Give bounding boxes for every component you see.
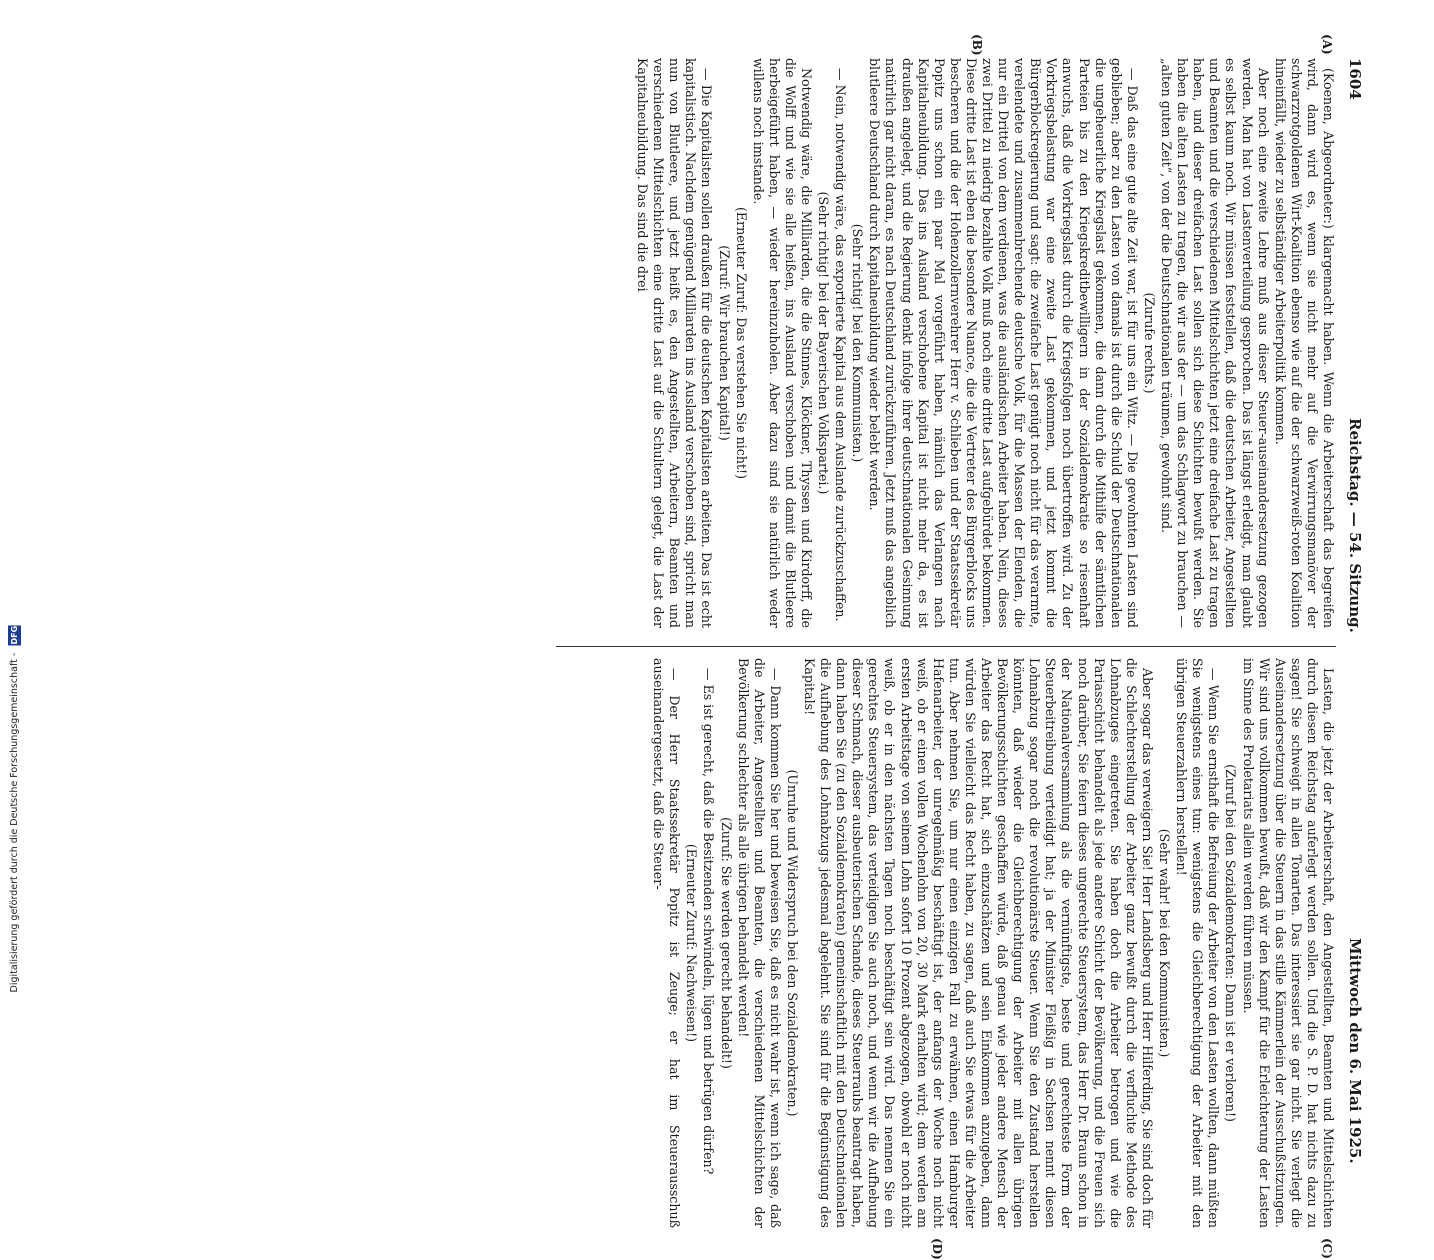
paragraph: — Wenn Sie ernsthaft die Befreiung der Arbeiter von den Lasten wollten, dann müßten Sie wenigstens eines tun: wenigstens die Gleichberechtigung der Arbeiter mit den übrigen Steuerzahlern herstellen! (1174, 658, 1222, 1228)
interjection: (Erneuter Zuruf: Nachweisen!) (684, 843, 700, 1043)
interjection: (Zuruf: Sie werden gerecht behandelt!) (718, 817, 734, 1069)
interjection: (Sehr richtig! bei der Bayerischen Volkspartei.) (816, 191, 832, 495)
paragraph: — Nein, notwendig wäre, das exportierte Kapital aus dem Auslande zurückzuschaffen. (833, 68, 849, 622)
paragraph: Notwendig wäre, die Milliarden, die die Stinnes, Klöckner, Thyssen und Kirdorff, die die Wolff und wie sie alle heißen, ins Ausland verschoben und damit die Blutleere herbeigeführt haben, — wieder hereinzuholen. Aber dazu sind sie natürlich weder willens noch imstande. (750, 58, 814, 628)
paragraph: — Die Kapitalisten sollen draußen für die deutschen Kapitalisten arbeiten. Das ist echt kapitalistisch. Nachdem genügend Milliarden ins Ausland verschoben sind, spricht man nun von Blutleere, und jetzt heißt es, den Angestellten, Arbeitern, Beamten und verschiedenen Mittelschichten eine dritte Last auf die Schultern gelegt, die Last der Kapitalneubildung. Das sind die drei (635, 58, 715, 628)
page-number: 1604 (1346, 58, 1364, 100)
column-divider (556, 646, 1336, 647)
paragraph: Aber noch eine zweite Lehre muß aus dieser Steuer-auseinandersetzung gezogen werden. Man hat von Lastenverteilung gesprochen. Das ist längst erledigt, man glaubt es selbst kaum noch. Wir müssen feststellen, daß die deutschen Arbeiter, Angestellten und Beamten und die verschiedenen Mittelschichten jetzt eine dreifache Last zu tragen haben, und dieser dreifachen Last sollen sich diese Schichten bewußt werden. Sie haben die alten Lasten zu tragen, die wir aus der — um das Schlagwort zu brauchen — „alten guten Zeit“, von der die Deutschnationalen träumen, gewohnt sind. (1159, 58, 1271, 628)
interjection: (Erneuter Zuruf: Das verstehen Sie nicht!) (733, 206, 749, 479)
paragraph: — Daß das eine gute alte Zeit war, ist für uns ein Witz. — Die gewohnten Lasten sind geblieben; aber zu den Lasten von damals ist durch die Schuld der Deutschnationalen die ungeheuerliche Kriegslast gekommen, die dann durch die Mithilfe der sämtlichen Parteien bis zu den Kriegskreditbewilligern in der Sozialdemokratie so riesenhaft anwuchs, daß die Vorkriegslast durch die Kriegsfolgen noch übertroffen wird. Zu der Vorkriegsbelastung war eine zweite Last gekommen, und jetzt kommt die Bürgerblockregierung und sagt: die zweifache Last genügt noch nicht für das verarmte, verelendete und zusammenbrechende deutsche Volk, für die Massen der Elenden, die nur ein Drittel von dem verdienen, was die ausländischen Arbeiter haben. Nein, dieses zwei Drittel zu niedrig bezahlte Volk muß noch eine dritte Last aufgebürdet bekommen. Diese dritte Last ist eben die besondere Nuance, die die Vertreter des Bürgerblocks uns bescheren und die der Hohenzollernverehrer Herr v. Schlieben und der Staatssekretär Popitz uns schon ein paar Mal vorgeführt haben, nämlich das Verlangen nach Kapitalneubildung. Das ins Ausland verschobene Kapital ist nicht mehr da, es ist draußen angelegt, und die Regierung denkt infolge ihrer deutschnationalen Gesinnung natürlich gar nicht daran, es nach Deutschland zurückzuführen. Jetzt muß das angeblich blutleere Deutschland durch Kapitalneubildung wieder belebt werden. (867, 58, 1140, 628)
margin-marker-b: (B) (970, 34, 984, 56)
interjection: (Sehr wahr! bei den Kommunisten.) (1157, 828, 1173, 1058)
credit-text: Digitalisierung gefördert durch die Deutsche Forschungsgemeinschaft - (9, 652, 20, 992)
margin-marker-c: (C) (1320, 1238, 1334, 1259)
right-text-column (536, 658, 1336, 1228)
interjection: (Zuruf: Wir brauchen Kapital!) (716, 245, 732, 441)
paragraph: — Dann kommen Sie her und beweisen Sie, daß es nicht wahr ist, wenn ich sage, daß die Arbeiter, Angestellten und Beamten, die verschiedenen Mittelschichten der Bevölkerung schlechter als alle übrigen behandelt werden! (735, 658, 783, 1228)
dfg-logo: DFG (10, 625, 19, 645)
header-date: Mittwoch den 6. Mai 1925. (1346, 938, 1364, 1164)
left-text-column (536, 58, 1336, 628)
margin-marker-a: (A) (1320, 34, 1334, 55)
paragraph: — Der Herr Staatssekretär Popitz ist Zeuge; er hat im Steuerausschuß auseinandergesetzt, daß die Steuer- (651, 658, 683, 1228)
interjection: (Unruhe und Widerspruch bei den Sozialdemokraten.) (784, 769, 800, 1117)
paragraph: Aber sogar das verweigern Sie! Herr Landsberg und Herr Hilferding, Sie sind doch für die Schlechterstellung der Arbeiter ganz bewußt durch die verfluchte Methode des Lohnabzuges eingetreten. Sie haben doch die Arbeiter betrogen und wie die Pariasschicht behandelt als jede andere Schicht der Bevölkerung, und die Freuen sich noch darüber, Sie feiern dieses ungerechte Steuersystem, das Herr Dr. Braun schon in der Nationalversammlung als die vernünftigste, beste und gerechteste Form der Steuerbeitreibung verteidigt hat; ja der Minister Fleißig in Sachsen nennt diesen Lohnabzug sogar noch die revolutionärste Steuer. Wenn Sie den Zustand herstellen könnten, daß wieder die Gleichberechtigung der Arbeiter mit allen übrigen Bevölkerungsschichten geschaffen würde, daß genau wie jeder andere Mensch der Arbeiter das Recht hat, sich einzuschätzen und sein Einkommen anzugeben, dann würden Sie vielleicht das Recht haben, zu sagen, daß auch Sie etwas für die Arbeiter tun. Aber nehmen Sie, um nur einen einzigen Fall zu erwähnen, einen Hamburger Hafenarbeiter, der unregelmäßig beschäftigt ist, der anfangs der Woche noch nicht weiß, ob er einen vollen Wochenlohn von 20, 30 Mark erhalten wird; dem werden am ersten Arbeitstage von seinem Lohn sofort 10 Prozent abgezogen, obwohl er noch nicht weiß, ob er in den nächsten Tagen noch beschäftigt sein wird. Das nennen Sie ein gerechtes Steuersystem, das verteidigen Sie auch noch, und wenn wir die Aufhebung dieser Schmach, dieser ausbeuterischen Schande, dieses Steuerraubs beantragt haben, dann haben Sie (zu den Sozialdemokraten) gemeinschaftlich mit den Deutschnationalen die Aufhebung des Lohnabzugs jedesmal abgelehnt. Sie sind für die Begünstigung des Kapitals! (802, 658, 1155, 1228)
paragraph: Lasten, die jetzt der Arbeiterschaft, den Angestellten, Beamten und Mittelschichten durch diesen Reichstag auferlegt werden sollen. Und die S. P. D. hat nichts dazu zu sagen! Sie schweigt in allen Tonarten. Das interessiert sie gar nicht. Sie verlegt die Auseinandersetzung über die Steuern in das stille Kämmerlein der Ausschußsitzungen. Wir sind uns vollkommen bewußt, daß wir den Kampf für die Erleichterung der Lasten im Sinne des Proletariats allein werden führen müssen. (1240, 658, 1336, 1228)
margin-marker-d: (D) (930, 1238, 944, 1260)
document-page (114, 34, 1364, 1260)
digitization-credit (8, 625, 21, 992)
paragraph: (Koenen, Abgeordneter:) klargemacht haben. Wenn die Arbeiterschaft das begreifen wird, dann wird es, wenn sie nicht mehr auf die Verwirrungsmanöver der schwarzrotgoldenen Wirt-Koalition ebenso wie auf die der schwarzweiß-roten Koalition hineinfällt, wieder zu selbständiger Arbeiterpolitik kommen. (1272, 58, 1336, 628)
paragraph: — Es ist gerecht, daß die Besitzenden schwindeln, lügen und betrügen dürfen? (701, 668, 717, 1175)
interjection: (Zuruf bei den Sozialdemokraten: Dann ist er verloren!) (1223, 764, 1239, 1122)
interjection: (Zurufe rechts.) (1141, 292, 1157, 394)
running-header: Reichstag. — 54. Sitzung. (1346, 418, 1364, 633)
interjection: (Sehr richtig! bei den Kommunisten.) (850, 223, 866, 463)
